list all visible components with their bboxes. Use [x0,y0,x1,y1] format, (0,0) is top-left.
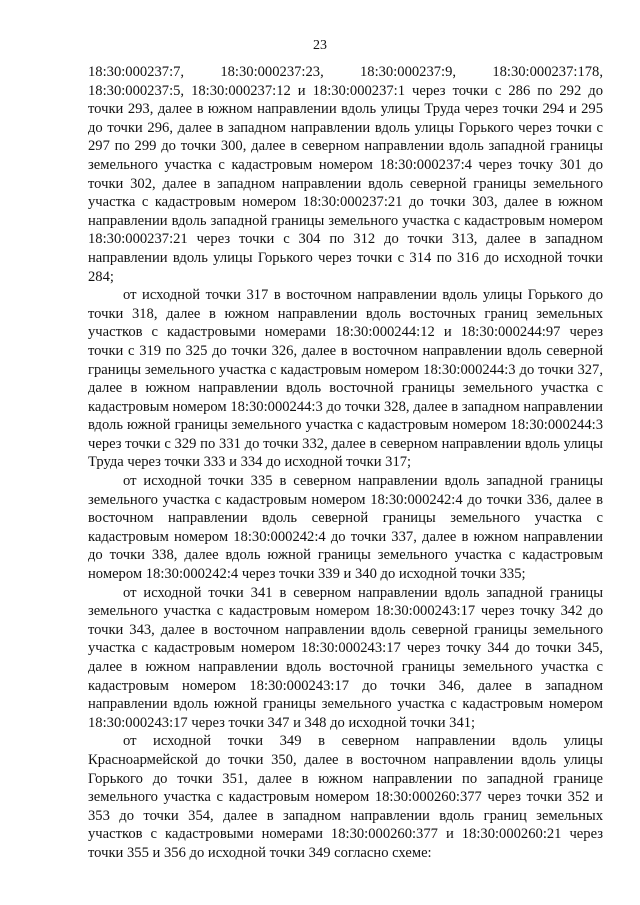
paragraph: от исходной точки 335 в северном направлении вдоль западной границы земельного участка с кадастровым номером 18:30:000242:4 до точки 336, далее в восточном направлении вдоль северной границы земельного участка с кадастровым номером 18:30:000242:4 до точки 337, далее в южном направлении до точки 338, далее вдоль южной границы земельного участка с кадастровым номером 18:30:000242:4 через точки 339 и 340 до исходной точки 335; [88,473,603,583]
paragraph: 18:30:000237:7, 18:30:000237:23, 18:30:000237:9, 18:30:000237:178, 18:30:000237:5, 18:30:000237:12 и 18:30:000237:1 через точки с 286 по 292 до точки 293, далее в южном направлении вдоль улицы Труда через точки 294 и 295 до точки 296, далее в западном направлении вдоль улицы Горького через точки с 297 по 299 до точки 300, далее в северном направлении вдоль западной границы земельного участка с кадастровым номером 18:30:000237:4 через точку 301 до точки 302, далее в западном направлении вдоль северной границы земельного участка с кадастровым номером 18:30:000237:21 до точки 303, далее в южном направлении вдоль западной границы земельного участка с кадастровым номером 18:30:000237:21 через точки с 304 по 312 до точки 313, далее в западном направлении вдоль улицы Горького через точки с 314 по 316 до исходной точки 284; [88,64,603,285]
document-body [88,63,603,863]
paragraph: от исходной точки 341 в северном направлении вдоль западной границы земельного участка с кадастровым номером 18:30:000243:17 через точку 342 до точки 343, далее в восточном направлении вдоль северной границы земельного участка с кадастровым номером 18:30:000243:17 через точку 344 до точки 345, далее в южном направлении вдоль восточной границы земельного участка с кадастровым номером 18:30:000243:17 до точки 346, далее в западном направлении вдоль южной границы земельного участка с кадастровым номером 18:30:000243:17 через точки 347 и 348 до исходной точки 341; [88,584,603,731]
paragraph: от исходной точки 349 в северном направлении вдоль улицы Красноармейской до точки 350, далее в восточном направлении вдоль улицы Горького до точки 351, далее в южном направлении по западной границе земельного участка с кадастровым номером 18:30:000260:377 через точки 352 и 353 до точки 354, далее в западном направлении вдоль границ земельных участков с кадастровыми номерами 18:30:000260:377 и 18:30:000260:21 через точки 355 и 356 до исходной точки 349 согласно схеме: [88,733,603,861]
page-number: 23 [313,38,327,53]
paragraph: от исходной точки 317 в восточном направлении вдоль улицы Горького до точки 318, далее в южном направлении вдоль восточных границ земельных участков с кадастровыми номерами 18:30:000244:12 и 18:30:000244:97 через точки с 319 по 325 до точки 326, далее в восточном направлении вдоль северной границы земельного участка с кадастровым номером 18:30:000244:3 до точки 327, далее в южном направлении вдоль восточной границы земельного участка с кадастровым номером 18:30:000244:3 до точки 328, далее в западном направлении вдоль южной границы земельного участка с кадастровым номером 18:30:000244:3 через точки с 329 по 331 до точки 332, далее в северном направлении вдоль улицы Труда через точки 333 и 334 до исходной точки 317; [88,287,603,471]
